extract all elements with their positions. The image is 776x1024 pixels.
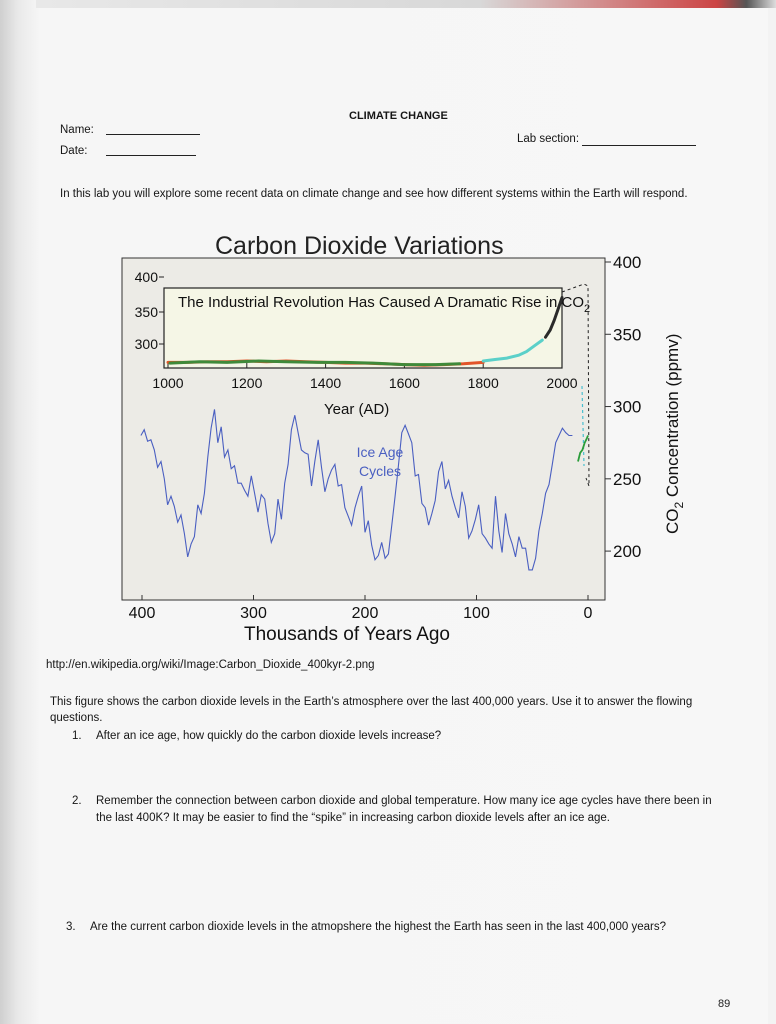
question-3 xyxy=(66,919,716,936)
x-tick-label: 100 xyxy=(463,605,490,622)
question-2 xyxy=(72,793,722,827)
main-x-axis-label: Thousands of Years Ago xyxy=(244,624,450,645)
page-top-edge xyxy=(36,0,776,8)
y-tick-label: 300 xyxy=(613,397,642,417)
inset-x-tick-label: 1200 xyxy=(231,375,263,391)
inset-y-tick-label: 300 xyxy=(134,336,158,352)
date-label: Date: xyxy=(60,145,88,157)
inset-title-main: The Industrial Revolution Has Caused A Dramatic Rise in CO xyxy=(178,294,585,311)
inset-x-tick-label: 1800 xyxy=(467,375,499,391)
chart-title: Carbon Dioxide Variations xyxy=(215,232,504,260)
inset-x-tick-label: 1400 xyxy=(310,375,342,391)
figure-description: This figure shows the carbon dioxide levels in the Earth’s atmosphere over the last 400,000 years. Use it to answer the flowing questions. xyxy=(50,696,693,724)
name-label: Name: xyxy=(60,124,94,136)
inset-x-tick-label: 2000 xyxy=(546,375,578,391)
date-blank[interactable] xyxy=(106,155,196,156)
question-text: Are the current carbon dioxide levels in the atmopshere the highest the Earth has seen in the last 400,000 years? xyxy=(90,921,666,933)
inset-x-tick-label: 1000 xyxy=(152,375,184,391)
ice-age-annotation-line1: Ice Age xyxy=(356,444,404,460)
x-tick-label: 300 xyxy=(240,605,267,622)
question-1 xyxy=(72,728,712,745)
lab-section-label: Lab section: xyxy=(517,133,580,145)
inset-title-subscript: 2 xyxy=(584,303,591,315)
page-title: CLIMATE CHANGE xyxy=(349,110,448,122)
question-number: 2. xyxy=(72,795,82,807)
inset-y-tick-label: 400 xyxy=(134,269,158,285)
x-tick-label: 400 xyxy=(128,605,156,622)
x-tick-label: 200 xyxy=(351,605,379,622)
lab-section-blank[interactable] xyxy=(582,145,696,146)
main-y-axis-label: $CO_2$ Concentration (ppmv) xyxy=(663,333,686,534)
figure-source-url[interactable]: http://en.wikipedia.org/wiki/Image:Carbon_Dioxide_400kyr-2.png xyxy=(46,659,375,671)
question-text: After an ice age, how quickly do the carbon dioxide levels increase? xyxy=(96,730,442,742)
name-blank[interactable] xyxy=(106,134,200,135)
page-number: 89 xyxy=(718,998,731,1010)
inset-x-axis-label: Year (AD) xyxy=(324,401,390,418)
intro-paragraph: In this lab you will explore some recent data on climate change and see how different systems within the Earth will respond. xyxy=(60,188,688,200)
inset-x-tick-label: 1600 xyxy=(388,375,420,391)
question-text: Remember the connection between carbon dioxide and global temperature. How many ice age cycles have there been in the last 400K? It may be easier to find the “spike” in increasing carbon dioxide levels after an ice age. xyxy=(96,795,712,824)
co2-chart xyxy=(118,226,686,648)
y-tick-label: 350 xyxy=(613,325,642,345)
question-number: 1. xyxy=(72,730,82,742)
y-tick-label: 400 xyxy=(613,253,642,272)
y-tick-label: 250 xyxy=(613,469,642,489)
ice-age-annotation-line2: Cycles xyxy=(358,463,402,479)
question-number: 3. xyxy=(66,921,76,933)
x-tick-label: 0 xyxy=(583,605,593,622)
y-tick-label: 200 xyxy=(613,542,642,562)
inset-y-tick-label: 350 xyxy=(134,304,158,320)
